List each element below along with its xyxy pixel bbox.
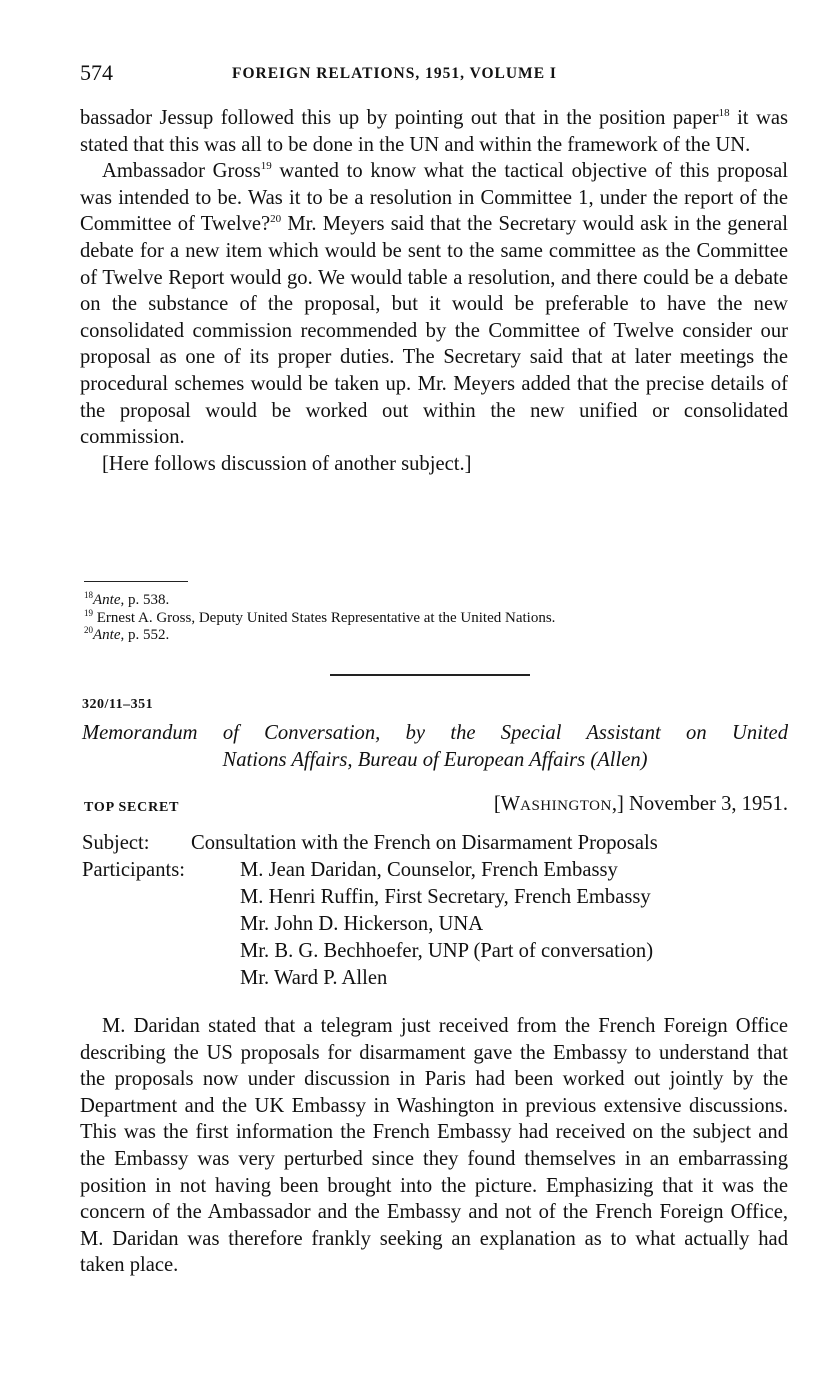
dateline <box>494 793 788 816</box>
participant: Mr. B. G. Bechhoefer, UNP (Part of conversation) <box>240 940 654 962</box>
running-head: FOREIGN RELATIONS, 1951, VOLUME I <box>232 65 557 82</box>
text-span: bassador Jessup followed this up by pointing out that in the position paper <box>80 107 719 129</box>
footnotes <box>84 592 788 645</box>
title-line-2: Nations Affairs, Bureau of European Affairs (Allen) <box>222 749 648 771</box>
paragraph-gross <box>80 158 788 451</box>
text-span: it was stated that this was all to be done in the UN and within the framework of the UN. <box>80 107 788 156</box>
footnote-20 <box>84 627 788 645</box>
title-line-1: Memorandum of Conversation, by the Special Assistant on United <box>82 722 788 744</box>
dateline-smallcaps: ASHINGTON <box>520 798 612 814</box>
memo-header <box>82 830 790 992</box>
subject-label: Subject: <box>82 832 150 854</box>
page-header <box>80 60 788 90</box>
page-number: 574 <box>80 60 113 85</box>
footnote-number: 18 <box>84 590 93 600</box>
footnote-ref: 19 <box>260 160 272 173</box>
participant: M. Jean Daridan, Counselor, French Embassy <box>240 859 618 881</box>
classification: TOP SECRET <box>84 800 180 815</box>
text-span: Ambassador Gross <box>102 160 261 183</box>
text-span: Mr. Meyers said that the Secretary would ask in the general debate for a new item which would be sent to the same committee as the Committee of Twelve Report would go. We would table a resolution, and there could be a debate on the substance of the proposal, but it would be preferable to have the new consolidated commission recommended by the Committee of Twelve consider our proposal as one of its proper duties. The Secretary said that at later meetings the procedural schemes would be taken up. Mr. Meyers added that the precise details of the proposal would be worked out within the new unified or consolidated commission. <box>80 213 788 449</box>
continued-text <box>80 105 788 477</box>
footnote-number: 20 <box>84 625 93 635</box>
subject-text: Consultation with the French on Disarmament Proposals <box>191 832 658 854</box>
footnote-rule <box>84 581 188 582</box>
footnote-text: Ernest A. Gross, Deputy United States Representative at the United Nations. <box>96 609 556 626</box>
memo-body <box>80 1013 788 1279</box>
dateline-part: [W <box>493 793 521 815</box>
text-span: wanted to know what the tactical objective of this proposal was intended to be. Was it to be a resolution in Committee 1, under the report of the Committee of Twelve? <box>80 160 788 236</box>
participant: M. Henri Ruffin, First Secretary, French Embassy <box>240 886 651 908</box>
editorial-note: [Here follows discussion of another subject.] <box>102 452 472 475</box>
footnote-19 <box>84 607 788 628</box>
subject-row <box>82 830 790 857</box>
participant: Mr. Ward P. Allen <box>240 967 388 989</box>
footnote-text: , p. 552. <box>120 627 170 643</box>
footnote-italic: Ante <box>93 627 121 643</box>
paragraph-daridan: M. Daridan stated that a telegram just received from the French Foreign Office describing the US proposals for disarmament gave the Embassy to understand that the proposals now under discussion in Paris had been worked out jointly by the Department and the UK Embassy in Washington in previous extensive discussions. This was the first information the French Embassy had received on the subject and the Embassy was very perturbed since they found themselves in an embarrassing position in not having been brought into the picture. Emphasizing that it was the concern of the Ambassador and the Embassy and not of the French Foreign Office, M. Daridan was therefore frankly seeking an explanation as to what actually had taken place. <box>80 1015 788 1277</box>
footnote-number: 19 <box>84 607 93 618</box>
section-divider <box>330 674 530 676</box>
footnote-ref: 18 <box>718 107 730 119</box>
document-title <box>82 720 788 774</box>
participants-row <box>82 857 790 992</box>
paragraph-continued <box>80 105 788 158</box>
footnote-18 <box>84 592 788 610</box>
participants-label: Participants: <box>82 859 185 881</box>
footnote-ref: 20 <box>270 213 282 226</box>
footnote-text: , p. 538. <box>120 592 170 608</box>
participant: Mr. John D. Hickerson, UNA <box>240 913 484 935</box>
file-number: 320/11–351 <box>82 697 154 712</box>
dateline-part: ,] November 3, 1951. <box>611 793 788 815</box>
footnote-italic: Ante <box>93 592 121 608</box>
